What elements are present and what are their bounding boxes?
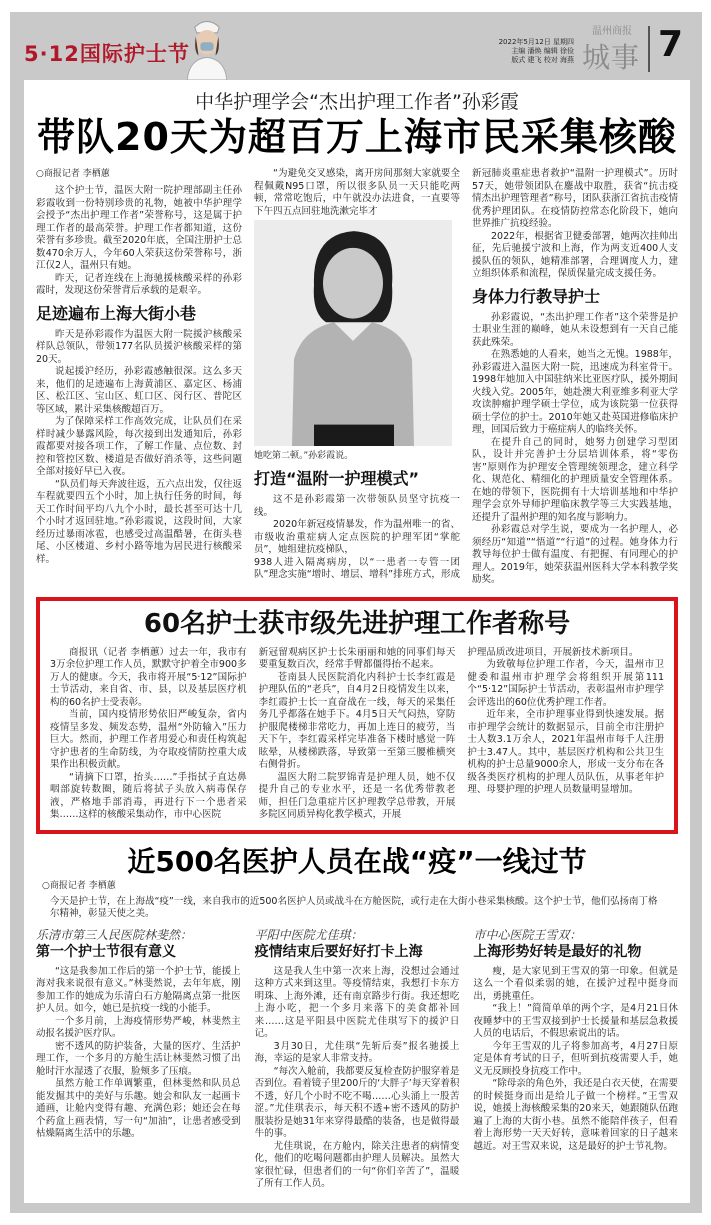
dateline <box>494 38 574 65</box>
paragraph: 这不是孙彩霞第一次带领队员坚守抗疫一线。 <box>254 494 460 518</box>
paragraph: 在提升自己的同时，她努力创建学习型团队，设计并完善护士分层培训体系，将“零伤害”原则作为护理安全管理统领理念，建立科学化、规范化、精细化的护理质量安全管理体系。在她的带领下，医院拥有十大培训基地和中华护理学会京外导师护理临床教学等三大实践基地，还提升了温州护理的知名度与影响力。 <box>472 436 678 523</box>
divider <box>648 26 650 72</box>
nurse-illustration <box>176 14 238 80</box>
paragraph: 新冠留观病区护士长朱丽丽和她的同事们每天要重复数百次，经常手臂都僵得抬不起来。 <box>258 646 456 670</box>
paragraph: “除母亲的角色外，我还是白衣天使，在需要的时候挺身而出是给儿子做一个榜样。”王雪双说，她援上海核酸采集的20来天，她跟随队伍跑遍了上海的大街小巷。虽然不能陪伴孩子，但看着上海形势一天天好转，意味着回家的日子越来越近。对王雪双来说，这是最好的护士节礼物。 <box>473 1078 678 1152</box>
paragraph: 瘦，是大家见到王雪双的第一印象。但就是这么一个看似柔弱的她，在援沪过程中挺身而出，勇挑重任。 <box>473 965 678 1002</box>
paragraph: 孙彩霞总对学生说，要成为一名护理人，必须经历“知道”“悟道”“行道”的过程。她身体力行教导每位护士做有温度、有把握、有同理心的护理人。2019年，她荣获温州医科大学本科教学奖励奖。 <box>472 524 678 585</box>
paragraph: 孙彩霞说，“杰出护理工作者”这个荣誉是护士职业生涯的巅峰，她从未设想到有一天自己能获此殊荣。 <box>472 311 678 348</box>
subheading: 打造“温附一护理模式” <box>254 469 420 488</box>
paragraph: “这是我参加工作后的第一个护士节，能援上海对我来说很有意义。”林斐然说，去年年底，刚参加工作的她成为乐清白石方舱隔离点第一批医护人员。如今，她已是抗疫一线的小能手。 <box>36 965 241 1014</box>
box-column-3 <box>467 647 664 822</box>
paragraph: 说起援沪经历，孙彩霞感触很深。这么多天来，他们的足迹遍布上海黄浦区、嘉定区、杨浦区、松江区、宝山区、虹口区、闵行区、普陀区等区域，累计采集核酸超百万。 <box>36 366 242 415</box>
story-source: 乐清市第三人民医院林斐然： <box>36 927 193 942</box>
story-source: 市中心医院王雪双： <box>473 927 582 942</box>
paragraph: 昨天，记者连线在上海驰援核酸采样的孙彩霞时，发现这份荣誉背后承载的是艰辛。 <box>36 272 242 296</box>
photo-caption: 她吃第二顿。”孙彩霞说。 <box>254 451 354 461</box>
subheading: 足迹遍布上海大街小巷 <box>36 303 197 323</box>
section-tag: 5·12国际护士节 <box>24 42 190 66</box>
channel-name: 城事 <box>582 41 641 74</box>
box-column-1 <box>50 647 247 822</box>
story-3 <box>473 927 678 1191</box>
newspaper-page <box>10 12 702 1213</box>
paragraph: 938人进入隔离病房，以“一患者一专管一团队”理念实施“增时、增层、增科”排班方式，形成新冠肺炎重症患者救护“温附一护理模式”。历时57天，她带领团队在鏖战中取胜，获省“抗击疫情杰出护理管理者”称号，团队获浙江省抗击疫情优秀护理团队。在疫情防控常态化阶段下，她向世界推广抗疫经验。 <box>254 168 678 580</box>
story-title: 第一个护士节很有意义 <box>36 943 176 960</box>
story-source: 平阳中医院尤佳琪： <box>254 927 363 942</box>
paper-name: 温州商报 <box>592 26 632 37</box>
paragraph: 护理品质改进项目，开展新技术新项目。 <box>467 646 639 658</box>
frontline-byline: ○商报记者 李栖蕙 <box>42 880 116 891</box>
paragraph: “为避免交叉感染，离开房间那刻大家就要全程佩戴N95口罩，所以很多队员一天只能吃两顿，常常吃饱后，中午就没办法进食，一直要等下午四五点回驻地洗漱完毕才 <box>254 168 460 217</box>
story-2 <box>255 927 460 1191</box>
paragraph: 为了保障采样工作高效完成，让队员们在采样时减少暴露风险，每次接到出发通知后，孙彩霞都要对接各项工作，了解工作量、点位数、封控和管控区数、楼道是否做好消杀等，这些问题全部对接好早已入夜。 <box>36 416 242 477</box>
lead-kicker: 中华护理学会“杰出护理工作者”孙彩霞 <box>195 91 519 113</box>
frontline-intro: 今天是护士节，在上海战“疫”一线，来自我市的近500名医护人员或战斗在方舱医院，或行走在大街小巷采集核酸。这个护士节，他们弘扬南丁格尔精神，彰显天使之美。 <box>50 895 658 919</box>
highlight-box <box>36 597 678 834</box>
box-column-2 <box>259 647 456 822</box>
byline: ○商报记者 李栖蕙 <box>36 169 110 179</box>
paragraph: 一个多月前，上海疫情形势严峻，林斐然主动报名援沪医疗队。 <box>36 1015 241 1039</box>
paragraph: 这个护士节，温医大附一院护理部副主任孙彩霞收到一份特别珍贵的礼物，她被中华护理学会授予“杰出护理工作者”荣誉称号，这是属于护理工作者的最高荣誉。护理工作者都知道，这份荣誉有多珍贵。截至2020年底，全国注册护士总数470余万人，今年60人荣获这份荣誉称号，浙江仅2人，温州只有她。 <box>36 185 242 271</box>
paragraph: 当前，国内疫情形势依旧严峻复杂，省内疫情呈多发、频发态势，温州“外防输入”压力巨大。然而，护理工作者用爱心和责任构筑起守护患者的生命防线，为夺取疫情防控重大成果作出积极贡献。 <box>50 709 247 770</box>
paragraph: 2022年，根据省卫健委部署，她两次挂帅出征，先后驰援宁波和上海，作为两支近400人支援队伍的领队，她精准部署，合理调度人力，建立组织体系和流程，保质保量完成支援任务。 <box>472 230 678 279</box>
frontline-headline: 近500名医护人员在战“疫”一线过节 <box>127 844 587 878</box>
story-title: 上海形势好转是最好的礼物 <box>473 943 642 960</box>
paragraph: 这是我人生中第一次来上海，没想过会通过这种方式来到这里。等疫情结束，我想打卡东方明珠、上海外滩，还有南京路步行街。我还想吃上海小吃，把一个多月来落下的美食都补回来……这是平阳县中医院尤佳琪写下的援沪日记。 <box>254 965 460 1039</box>
paragraph: “队员们每天奔波往返，五六点出发，仅往返车程就要四五个小时，加上执行任务的时间，每天工作时间平均八九个小时，最长甚至可达十几个小时才返回驻地。”孙彩霞说，这段时间，大家经历过暴雨冰雹，也感受过高温酷暑，在街头巷尾、小区楼道、乡村小路等地为居民进行核酸采样。 <box>36 478 242 565</box>
box-headline: 60名护士获市级先进护理工作者称号 <box>143 608 571 639</box>
paragraph: 近年来，全市护理事业得到快速发展。据市护理学会统计的数据显示，目前全市注册护士人数3.1万余人，2021年温州市每千人注册护士3.47人。其中，基层医疗机构和公共卫生机构的护士总量9000余人，形成一支分布在各级各类医疗机构的护理人员队伍，从事老年护理、母婴护理的护理人员数量明显增加。 <box>467 709 664 795</box>
paragraph: 虽然方舱工作单调繁重，但林斐然和队员总能发掘其中的美好与乐趣。她会和队友一起画卡通画，让舱内变得有趣、充满色彩；她还会在每个药盒上画表情，写一句“加油”，让患者感受到枯燥隔离生活中的乐趣。 <box>36 1078 241 1139</box>
page-header <box>24 12 690 80</box>
paragraph: 2020年新冠疫情暴发，作为温州唯一的省、市级收治重症病人定点医院的护理军团“掌舵员”，她组建抗疫梯队， <box>254 519 460 555</box>
story-title: 疫情结束后要好好打卡上海 <box>254 943 423 960</box>
paragraph: “每次入舱前，我都要反复检查防护服穿着是否到位。看着镜子里200斤的‘大胖子’每天穿着积不透，好几个小时不吃不喝……心头涌上一股苦涩。”尤佳琪表示，每天积不透+密不透风的防护服装扮是她31年来穿得最酷的装备，也是做得最牛的事。 <box>254 1065 460 1139</box>
paragraph: 为致敬每位护理工作者，今天，温州市卫健委和温州市护理学会将组织开展第111个“5·12”国际护士节活动，表彰温州市护理学会评选出的60位优秀护理工作者。 <box>467 659 664 708</box>
paragraph: 温医大附二院罗锦青是护理人员，她不仅提升自己的专业水平，还是一名优秀带教老师，担任门急重症片区护理教学总带教，开展多院区同质异构化教学模式，开展 <box>258 771 456 820</box>
paragraph: 3月30日，尤佳琪“先斩后奏”报名驰援上海，幸运的是家人非常支持。 <box>254 1040 460 1064</box>
subheading: 身体力行教导护士 <box>472 286 601 306</box>
portrait-image <box>254 220 452 446</box>
content-panel <box>24 80 690 1203</box>
date-text: 2022年5月12日 星期四 <box>498 38 574 46</box>
paragraph: 在熟悉她的人看来，她当之无愧。1988年，孙彩霞进入温医大附一院，迅速成为科室骨干。1998年她加入中国驻纳米比亚医疗队，援外期间火线入党。2005年，她赴澳大利亚维多利亚大学攻读肿瘤护理学硕士学位，成为该院第一位获得硕士学位的护士。2010年她又赴英国进修临床护理，回国后致力于癌症病人的临终关怀。 <box>472 349 678 435</box>
paragraph: 密不透风的防护装备，大量的医疗、生活护理工作，一个多月的方舱生活让林斐然习惯了出舱时汗水湿透了衣服，脸颊多了压痕。 <box>36 1040 241 1077</box>
paragraph: “我上！”简简单单的两个字，是4月21日休夜睡梦中的王雪双接到护士长援量和基层急救援人员的电话后，不假思索说出的话。 <box>473 1003 678 1039</box>
story-1 <box>36 927 241 1191</box>
paragraph: 昨天是孙彩霞作为温医大附一院援沪核酸采样队总领队，带领177名队员援沪核酸采样的第20天。 <box>36 328 242 365</box>
layout-text: 版式 建飞 校对 海燕 <box>511 56 574 64</box>
paragraph: 苍南县人民医院消化内科护士长李红霞是护理队伍的“老兵”，自4月2日疫情发生以来，李红霞护士长一直奋战在一线，每天的采集任务几乎都落在她手下。4月5日天气闷热，穿防护服爬楼梯非常吃力，再加上连日的疲劳，当天下午，李红霞采样完毕准备下楼时感觉一阵眩晕，从楼梯跌落，导致第一至第三腰椎横突右侧骨折。 <box>258 671 456 770</box>
paragraph: 商报讯（记者 李栖蕙）过去一年，我市有3万余位护理工作人员，默默守护着全市900多万人的健康。今天，我市将开展“5·12”国际护士节活动，来自省、市、县，以及基层医疗机构的60名护士受表彰。 <box>50 646 247 708</box>
page-number: 7 <box>658 24 684 65</box>
paragraph: 今年王雪双的儿子将参加高考，4月27日原定是体育考试的日子，但听到抗疫需要人手，她义无反顾投身抗疫工作中。 <box>473 1040 678 1077</box>
paragraph: “请摘下口罩，抬头……”手指拭子直达鼻咽部旋转数圈，随后将拭子头放入病毒保存液，严格地手部消毒，再进行下一个患者采集……这样的核酸采集动作，市中心医院 <box>50 771 247 820</box>
editor-text: 主编 潘焕 编辑 徐俭 <box>511 47 574 55</box>
lead-headline: 带队20天为超百万上海市民采集核酸 <box>37 115 677 159</box>
paragraph: 尤佳琪说，在方舱内，除关注患者的病情变化，他们的吃喝问题都由护理人员解决。虽然大家很忙碌，但患者们的一句“你们辛苦了”，温暖了所有工作人员。 <box>254 1140 460 1189</box>
lead-article <box>36 168 678 587</box>
portrait-photo <box>254 220 452 446</box>
